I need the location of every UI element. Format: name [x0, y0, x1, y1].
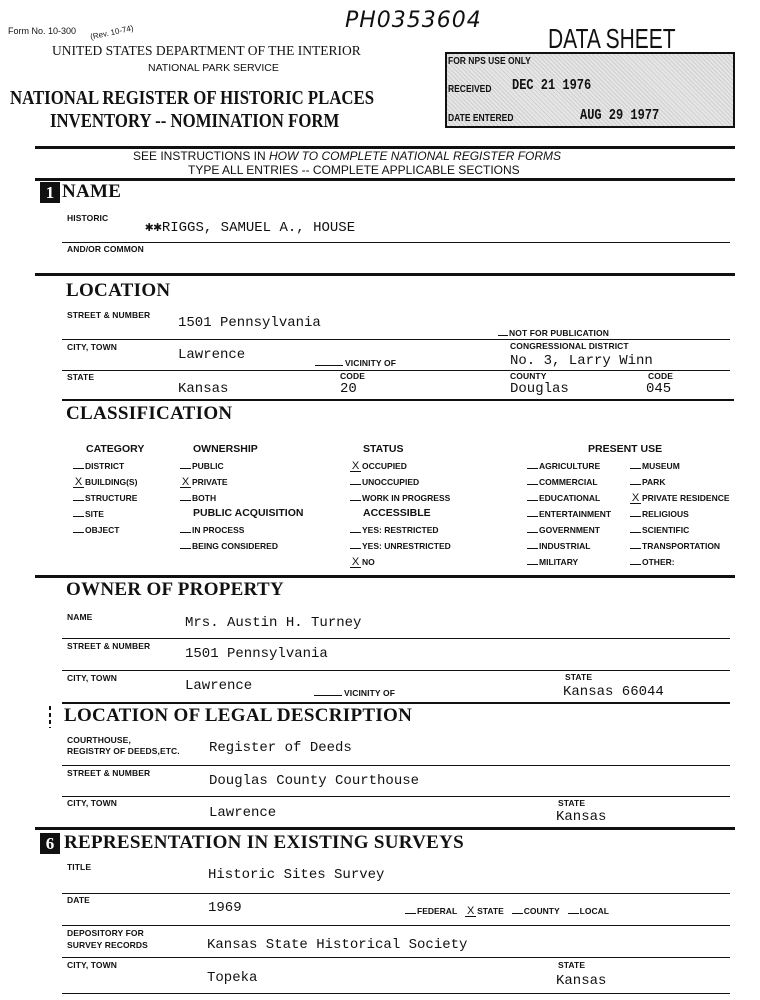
checkbox-label: AGRICULTURE [539, 461, 601, 471]
checkbox-option[interactable] [73, 525, 119, 536]
checkbox-mark-empty[interactable] [527, 564, 538, 565]
checkbox-mark-empty[interactable] [73, 468, 84, 469]
checkbox-mark-empty[interactable] [73, 516, 84, 517]
checkbox-mark-empty[interactable] [630, 548, 641, 549]
section-heading-legal: LOCATION OF LEGAL DESCRIPTION [64, 705, 413, 726]
checkbox-mark-checked[interactable]: X [351, 556, 360, 568]
checkbox-mark-empty[interactable] [568, 913, 579, 914]
vicinity-label: VICINITY OF [345, 358, 397, 368]
checkbox-mark-empty[interactable] [350, 532, 361, 533]
checkbox-label: OBJECT [85, 525, 120, 535]
handwritten-id: PH0353604 [345, 8, 482, 33]
checkbox-option[interactable] [73, 509, 104, 520]
checkbox-label: LOCAL [579, 906, 609, 916]
courthouse-value: Register of Deeds [209, 740, 352, 756]
legal-state-value: Kansas [556, 809, 607, 825]
street-value: 1501 Pennsylvania [178, 315, 321, 331]
checkbox-label: STATE [477, 906, 504, 916]
column-heading: CATEGORY [86, 443, 145, 455]
checkbox-label: YES: RESTRICTED [362, 525, 439, 535]
checkbox-option[interactable] [180, 461, 224, 472]
received-date: DEC 21 1976 [512, 77, 592, 94]
historic-label: HISTORIC [67, 213, 109, 223]
checkbox-label: ENTERTAINMENT [539, 509, 612, 519]
survey-date-label: DATE [67, 895, 90, 905]
owner-city-label: CITY, TOWN [67, 673, 117, 683]
instructions-line2: TYPE ALL ENTRIES -- COMPLETE APPLICABLE SECTIONS [188, 163, 520, 177]
instructions-prefix: SEE INSTRUCTIONS IN [133, 149, 270, 163]
checkbox-mark-empty[interactable] [180, 500, 191, 501]
checkbox-label: SITE [85, 509, 104, 519]
checkbox-option[interactable] [350, 557, 375, 568]
divider [62, 796, 730, 797]
checkbox-option[interactable] [350, 541, 451, 552]
checkbox-option[interactable] [527, 525, 600, 536]
checkbox-label: COUNTY [523, 906, 560, 916]
service-name: NATIONAL PARK SERVICE [148, 62, 279, 74]
checkbox-label: BOTH [192, 493, 217, 503]
depository-label-line1: DEPOSITORY FOR [67, 928, 144, 938]
vicinity [315, 358, 396, 368]
form-title-line1: NATIONAL REGISTER OF HISTORIC PLACES [10, 88, 375, 109]
nps-use-only-label: FOR NPS USE ONLY [448, 56, 531, 67]
checkbox-option[interactable] [527, 541, 590, 552]
checkbox-mark-empty[interactable] [527, 468, 538, 469]
checkbox-option[interactable] [527, 557, 578, 568]
checkbox-label: PRIVATE RESIDENCE [642, 493, 730, 503]
checkbox-label: GOVERNMENT [539, 525, 600, 535]
checkbox-option[interactable] [350, 477, 419, 488]
section-heading-classification: CLASSIFICATION [66, 403, 233, 424]
survey-level-option[interactable] [405, 906, 457, 916]
survey-city-label: CITY, TOWN [67, 960, 117, 970]
checkbox-label: YES: UNRESTRICTED [362, 541, 451, 551]
checkbox-option[interactable] [527, 509, 611, 520]
checkbox-mark-empty[interactable] [630, 564, 641, 565]
checkbox-option[interactable] [630, 493, 730, 504]
date-entered-label: DATE ENTERED [448, 113, 514, 124]
section-heading-name: NAME [62, 181, 122, 202]
divider [62, 702, 730, 704]
checkbox-option[interactable] [180, 541, 278, 552]
divider [35, 178, 735, 181]
state-code-label: CODE [340, 371, 365, 381]
checkbox-mark-empty[interactable] [527, 516, 538, 517]
survey-state-label: STATE [558, 960, 586, 970]
depository-label-line2: SURVEY RECORDS [67, 940, 148, 950]
divider [35, 575, 735, 578]
checkbox-mark-empty[interactable] [630, 516, 641, 517]
congressional-district-value: No. 3, Larry Winn [510, 353, 653, 369]
data-sheet-stamp: DATA SHEET [548, 23, 676, 54]
not-for-publication [498, 328, 609, 338]
legal-state-label: STATE [558, 798, 586, 808]
divider [62, 242, 730, 243]
divider [62, 925, 730, 926]
survey-level-option[interactable] [568, 906, 609, 916]
column-heading: PRESENT USE [588, 443, 663, 455]
survey-level-options [405, 906, 617, 917]
checkbox-label: DISTRICT [85, 461, 125, 471]
city-value: Lawrence [178, 347, 246, 363]
divider [62, 638, 730, 639]
courthouse-label-line1: COURTHOUSE, [67, 735, 131, 745]
form-title-line2: INVENTORY -- NOMINATION FORM [50, 111, 340, 132]
form-number: Form No. 10-300 [8, 26, 77, 36]
divider [35, 273, 735, 276]
checkbox-option[interactable] [180, 493, 216, 504]
checkbox-label: BUILDING(S) [85, 477, 138, 487]
county-value: Douglas [510, 381, 569, 397]
state-value: Kansas [178, 381, 229, 397]
received-label: RECEIVED [448, 84, 492, 95]
survey-city-value: Topeka [207, 970, 258, 986]
historic-name: ✱✱RIGGS, SAMUEL A., HOUSE [145, 220, 356, 236]
survey-level-option[interactable] [465, 906, 504, 916]
checkbox-mark-empty[interactable] [180, 532, 191, 533]
divider [62, 765, 730, 766]
checkbox-option[interactable] [73, 477, 137, 488]
divider [62, 670, 730, 671]
checkbox-mark-empty[interactable] [350, 548, 361, 549]
checkbox-option[interactable] [73, 461, 124, 472]
street-label: STREET & NUMBER [67, 310, 151, 320]
checkbox-label: STRUCTURE [85, 493, 138, 503]
section-number: 1 [40, 182, 60, 203]
checkbox-mark-empty[interactable] [630, 484, 641, 485]
checkbox-mark-empty[interactable] [527, 484, 538, 485]
checkbox-mark-empty[interactable] [180, 548, 191, 549]
divider [62, 339, 730, 340]
owner-name-value: Mrs. Austin H. Turney [185, 615, 362, 631]
divider [62, 957, 730, 958]
checkbox-mark-empty[interactable] [630, 532, 641, 533]
checkbox-label: SCIENTIFIC [642, 525, 690, 535]
checkbox-label: FEDERAL [417, 906, 458, 916]
congressional-district-label: CONGRESSIONAL DISTRICT [510, 341, 629, 351]
checkbox-option[interactable] [73, 493, 137, 504]
instructions-line1 [133, 149, 561, 163]
owner-vicinity [314, 688, 395, 698]
form-revision: (Rev. 10-74) [89, 23, 135, 42]
survey-title-label: TITLE [67, 862, 92, 872]
checkbox-label: PUBLIC [192, 461, 224, 471]
checkbox-label: COMMERCIAL [539, 477, 598, 487]
checkbox-label: IN PROCESS [192, 525, 245, 535]
checkbox-mark-empty[interactable] [527, 500, 538, 501]
checkbox-label: OTHER: [642, 557, 675, 567]
county-code-label: CODE [648, 371, 673, 381]
checkbox-option[interactable] [527, 477, 598, 488]
checkbox-label: WORK IN PROGRESS [362, 493, 451, 503]
divider [62, 893, 730, 894]
checkbox-mark-checked[interactable]: X [351, 460, 360, 472]
checkbox-option[interactable] [630, 525, 689, 536]
checkbox-mark-empty[interactable] [512, 913, 523, 914]
legal-city-label: CITY, TOWN [67, 798, 117, 808]
checkbox-option[interactable] [527, 493, 600, 504]
city-label: CITY, TOWN [67, 342, 117, 352]
checkbox-label: RELIGIOUS [642, 509, 689, 519]
checkbox-mark-checked[interactable]: X [631, 492, 640, 504]
checkbox-option[interactable] [630, 477, 665, 488]
county-label: COUNTY [510, 371, 547, 381]
survey-date-value: 1969 [208, 900, 242, 916]
state-label: STATE [67, 372, 95, 382]
checkbox-label: TRANSPORTATION [642, 541, 721, 551]
checkbox-option[interactable] [527, 461, 600, 472]
survey-level-option[interactable] [512, 906, 560, 916]
checkbox-label: INDUSTRIAL [539, 541, 591, 551]
checkbox-mark-empty[interactable] [405, 913, 416, 914]
checkbox-mark-empty[interactable] [350, 484, 361, 485]
checkbox-label: MILITARY [539, 557, 579, 567]
checkbox-label: UNOCCUPIED [362, 477, 420, 487]
checkbox-option[interactable] [180, 525, 244, 536]
owner-name-label: NAME [67, 612, 93, 622]
checkbox-option[interactable] [630, 557, 675, 568]
checkbox-mark-checked[interactable]: X [74, 476, 83, 488]
owner-state-value: Kansas 66044 [563, 684, 664, 700]
checkbox-mark-checked[interactable]: X [181, 476, 190, 488]
owner-city-value: Lawrence [185, 678, 253, 694]
column-subheading: ACCESSIBLE [363, 507, 431, 519]
section-number: 6 [40, 833, 60, 854]
checkbox-label: BEING CONSIDERED [192, 541, 278, 551]
checkbox-mark-empty[interactable] [73, 500, 84, 501]
state-code-value: 20 [340, 381, 357, 397]
section-heading-location: LOCATION [66, 280, 171, 301]
column-subheading: PUBLIC ACQUISITION [193, 507, 304, 519]
survey-state-value: Kansas [556, 973, 607, 989]
checkbox-option[interactable] [350, 493, 450, 504]
checkbox-mark-empty[interactable] [527, 548, 538, 549]
legal-street-value: Douglas County Courthouse [209, 773, 420, 789]
section-marker [49, 706, 51, 728]
checkbox-label: PARK [642, 477, 666, 487]
legal-city-value: Lawrence [209, 805, 277, 821]
county-code-value: 045 [646, 381, 672, 397]
survey-title-value: Historic Sites Survey [208, 867, 385, 883]
instructions-title: HOW TO COMPLETE NATIONAL REGISTER FORMS [269, 149, 562, 163]
checkbox-mark-empty[interactable] [350, 500, 361, 501]
owner-street-value: 1501 Pennsylvania [185, 646, 328, 662]
checkbox-label: EDUCATIONAL [539, 493, 601, 503]
checkbox-mark-empty[interactable] [527, 532, 538, 533]
divider [35, 827, 735, 830]
checkbox-label: MUSEUM [642, 461, 680, 471]
courthouse-label-line2: REGISTRY OF DEEDS,ETC. [67, 746, 180, 756]
not-for-publication-label: NOT FOR PUBLICATION [509, 328, 609, 338]
date-entered-value: AUG 29 1977 [580, 107, 660, 124]
checkbox-mark-empty[interactable] [73, 532, 84, 533]
checkbox-option[interactable] [180, 477, 228, 488]
owner-state-label: STATE [565, 672, 593, 682]
checkbox-option[interactable] [630, 461, 680, 472]
section-heading-surveys: REPRESENTATION IN EXISTING SURVEYS [64, 832, 465, 853]
divider [62, 370, 730, 371]
section-heading-owner: OWNER OF PROPERTY [66, 579, 285, 600]
common-name-label: AND/OR COMMON [67, 244, 144, 254]
checkbox-mark-empty[interactable] [180, 468, 191, 469]
divider [62, 399, 734, 401]
checkbox-label: OCCUPIED [362, 461, 407, 471]
checkbox-mark-checked[interactable]: X [466, 905, 475, 917]
department-name: UNITED STATES DEPARTMENT OF THE INTERIOR [52, 43, 361, 58]
checkbox-option[interactable] [630, 509, 689, 520]
checkbox-label: PRIVATE [192, 477, 228, 487]
depository-value: Kansas State Historical Society [207, 937, 468, 953]
checkbox-mark-empty[interactable] [630, 468, 641, 469]
legal-street-label: STREET & NUMBER [67, 768, 151, 778]
owner-vicinity-label: VICINITY OF [344, 688, 396, 698]
checkbox-option[interactable] [350, 525, 439, 536]
column-heading: STATUS [363, 443, 404, 455]
checkbox-option[interactable] [350, 461, 407, 472]
owner-street-label: STREET & NUMBER [67, 641, 151, 651]
checkbox-label: NO [362, 557, 375, 567]
checkbox-option[interactable] [630, 541, 720, 552]
divider [62, 993, 730, 994]
column-heading: OWNERSHIP [193, 443, 258, 455]
